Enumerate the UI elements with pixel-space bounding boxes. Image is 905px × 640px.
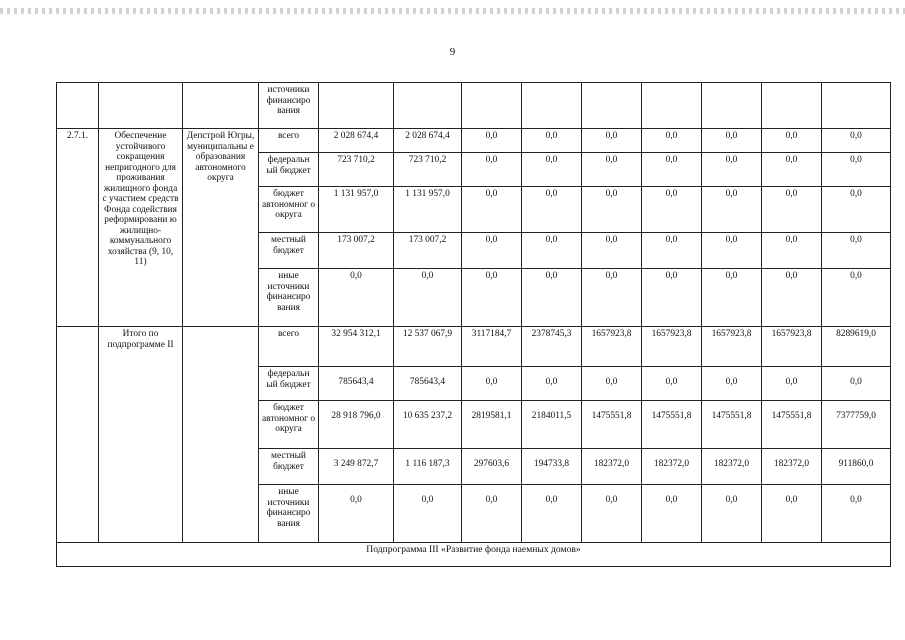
value-cell: 297603,6 [462,449,522,485]
value-cell [319,83,394,129]
value-cell: 0,0 [762,485,822,543]
value-cell: 3 249 872,7 [319,449,394,485]
table-row [57,83,891,129]
value-cell: 723 710,2 [319,153,394,187]
source-cell: источники финансиро вания [259,83,319,129]
value-cell [822,83,891,129]
value-cell: 1475551,8 [702,401,762,449]
value-cell: 0,0 [522,129,582,153]
value-cell: 0,0 [582,153,642,187]
value-cell: 0,0 [702,187,762,233]
value-cell: 1 116 187,3 [394,449,462,485]
value-cell: 1657923,8 [762,327,822,367]
code-cell [57,83,99,129]
value-cell: 182372,0 [642,449,702,485]
value-cell: 0,0 [702,485,762,543]
value-cell: 0,0 [462,153,522,187]
value-cell: 0,0 [822,187,891,233]
value-cell: 0,0 [642,233,702,269]
value-cell: 0,0 [762,269,822,327]
source-cell: местный бюджет [259,233,319,269]
value-cell: 0,0 [582,367,642,401]
value-cell: 32 954 312,1 [319,327,394,367]
value-cell: 0,0 [522,485,582,543]
value-cell: 28 918 796,0 [319,401,394,449]
name-cell: Итого по подпрограмме II [99,327,183,543]
value-cell: 0,0 [762,187,822,233]
executor-cell: Депстрой Югры, муниципальны е образования автономного округа [183,129,259,327]
value-cell: 0,0 [762,153,822,187]
subprogram-title: Подпрограмма III «Развитие фонда наемных домов» [57,543,891,567]
code-cell [57,327,99,543]
executor-cell [183,327,259,543]
value-cell: 0,0 [522,153,582,187]
source-cell: местный бюджет [259,449,319,485]
value-cell: 723 710,2 [394,153,462,187]
value-cell: 0,0 [642,187,702,233]
value-cell [702,83,762,129]
value-cell: 0,0 [642,269,702,327]
table-row [57,129,891,153]
value-cell: 785643,4 [394,367,462,401]
value-cell: 0,0 [522,233,582,269]
value-cell: 0,0 [822,233,891,269]
value-cell: 10 635 237,2 [394,401,462,449]
value-cell: 1475551,8 [762,401,822,449]
value-cell [582,83,642,129]
value-cell: 12 537 067,9 [394,327,462,367]
value-cell: 173 007,2 [319,233,394,269]
name-cell: Обеспечение устойчивого сокращения непригодного для проживания жилищного фонда с участием средств Фонда содействия реформировани ю жилищно-коммунального хозяйства (9, 10, 11) [99,129,183,327]
page-number: 9 [449,46,456,58]
budget-table [56,82,891,567]
value-cell: 0,0 [822,485,891,543]
value-cell: 0,0 [582,269,642,327]
value-cell: 0,0 [642,485,702,543]
value-cell: 0,0 [702,367,762,401]
value-cell: 0,0 [462,233,522,269]
value-cell: 182372,0 [702,449,762,485]
value-cell: 0,0 [762,129,822,153]
value-cell: 0,0 [702,269,762,327]
value-cell: 0,0 [822,129,891,153]
value-cell: 0,0 [462,129,522,153]
value-cell: 0,0 [582,187,642,233]
value-cell: 0,0 [319,269,394,327]
code-cell: 2.7.1. [57,129,99,327]
source-cell: иные источники финансиро вания [259,269,319,327]
executor-cell [183,83,259,129]
value-cell: 1657923,8 [702,327,762,367]
value-cell [642,83,702,129]
value-cell: 0,0 [522,187,582,233]
value-cell: 0,0 [762,233,822,269]
value-cell: 0,0 [582,233,642,269]
value-cell: 0,0 [319,485,394,543]
value-cell: 785643,4 [319,367,394,401]
table-row [57,327,891,367]
value-cell: 0,0 [822,367,891,401]
value-cell: 182372,0 [762,449,822,485]
value-cell [394,83,462,129]
value-cell: 173 007,2 [394,233,462,269]
value-cell: 0,0 [462,367,522,401]
value-cell: 3117184,7 [462,327,522,367]
value-cell: 182372,0 [582,449,642,485]
value-cell: 2378745,3 [522,327,582,367]
source-cell: федеральн ый бюджет [259,367,319,401]
scan-artifact-line [0,8,905,14]
value-cell: 0,0 [462,269,522,327]
value-cell: 0,0 [822,269,891,327]
value-cell: 0,0 [702,153,762,187]
value-cell: 2184011,5 [522,401,582,449]
value-cell: 7377759,0 [822,401,891,449]
value-cell: 1475551,8 [642,401,702,449]
source-cell: бюджет автономног о округа [259,401,319,449]
name-cell [99,83,183,129]
value-cell: 0,0 [642,153,702,187]
value-cell: 0,0 [822,153,891,187]
value-cell: 0,0 [702,129,762,153]
value-cell: 0,0 [642,367,702,401]
value-cell: 0,0 [702,233,762,269]
value-cell: 911860,0 [822,449,891,485]
value-cell [762,83,822,129]
value-cell: 0,0 [462,485,522,543]
value-cell: 0,0 [394,269,462,327]
value-cell: 0,0 [582,485,642,543]
value-cell: 2 028 674,4 [394,129,462,153]
source-cell: всего [259,327,319,367]
source-cell: иные источники финансиро вания [259,485,319,543]
value-cell: 2 028 674,4 [319,129,394,153]
value-cell: 0,0 [522,367,582,401]
value-cell: 0,0 [642,129,702,153]
value-cell: 1657923,8 [582,327,642,367]
value-cell: 1 131 957,0 [319,187,394,233]
value-cell [522,83,582,129]
value-cell [462,83,522,129]
source-cell: бюджет автономног о округа [259,187,319,233]
value-cell: 1657923,8 [642,327,702,367]
source-cell: всего [259,129,319,153]
value-cell: 8289619,0 [822,327,891,367]
value-cell: 0,0 [582,129,642,153]
value-cell: 0,0 [762,367,822,401]
value-cell: 1475551,8 [582,401,642,449]
value-cell: 0,0 [462,187,522,233]
source-cell: федеральн ый бюджет [259,153,319,187]
table-row [57,543,891,567]
value-cell: 0,0 [522,269,582,327]
value-cell: 2819581,1 [462,401,522,449]
value-cell: 1 131 957,0 [394,187,462,233]
value-cell: 0,0 [394,485,462,543]
value-cell: 194733,8 [522,449,582,485]
